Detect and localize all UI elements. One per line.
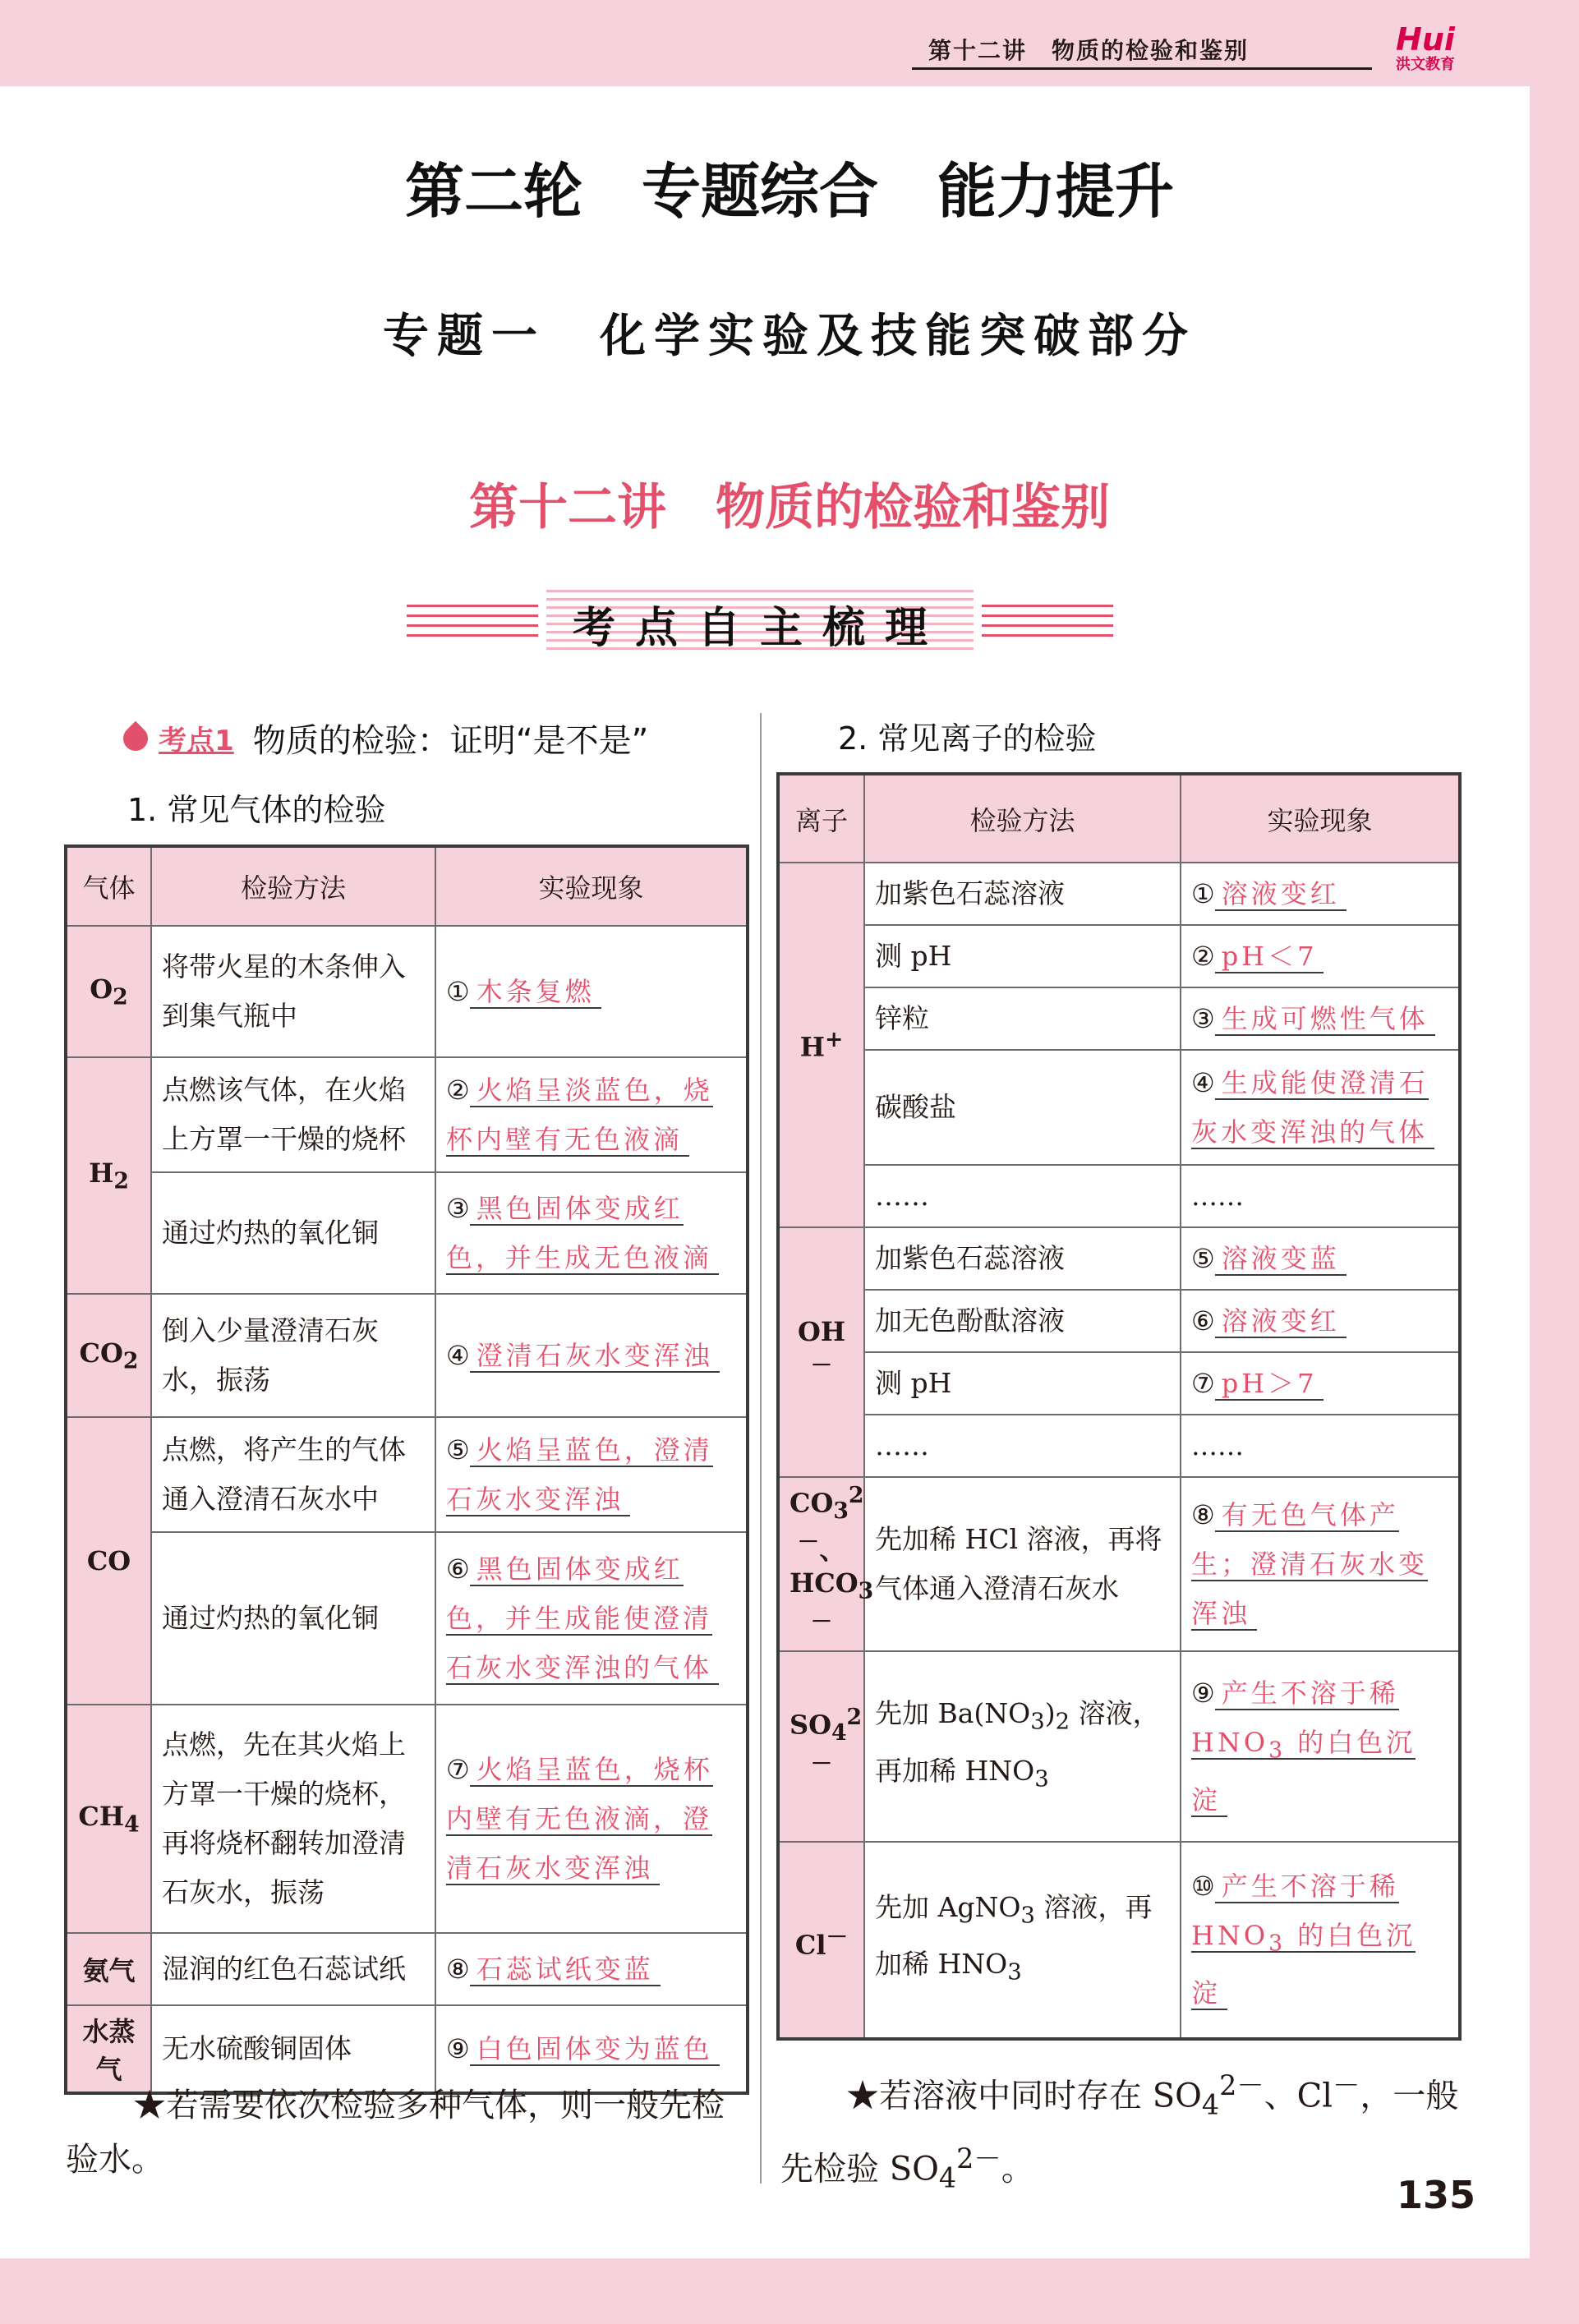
brand-name: 洪文教育 <box>1396 56 1455 73</box>
review-banner <box>407 590 1113 656</box>
gas-name-cell: $CO_2$ <box>66 1294 151 1417</box>
table-row <box>66 1172 748 1294</box>
column-divider <box>760 713 762 2184</box>
gas-name-cell: 氨气 <box>66 1933 151 2005</box>
brand-mark: Hui <box>1396 21 1455 58</box>
result-cell: ① 溶液变红 <box>1181 863 1460 925</box>
lecture-title: 第十二讲 物质的检验和鉴别 <box>469 479 1110 536</box>
column-header: 检验方法 <box>151 846 435 926</box>
method-cell: 点燃，先在其火焰上方罩一干燥的烧杯，再将烧杯翻转加澄清石灰水，振荡 <box>151 1705 435 1933</box>
table-row <box>778 1290 1460 1352</box>
result-cell: ③ 生成可燃性气体 <box>1181 987 1460 1050</box>
method-cell: 通过灼热的氧化铜 <box>151 1532 435 1705</box>
table-header-row <box>66 846 748 926</box>
table-row <box>778 1165 1460 1227</box>
page-border-top <box>0 0 1579 86</box>
result-cell: ④ 澄清石灰水变浑浊 <box>435 1294 748 1417</box>
kaodian-title: 物质的检验：证明“是不是” <box>252 722 649 760</box>
gas-name-cell: 水蒸气 <box>66 2005 151 2093</box>
running-header: 第十二讲 物质的检验和鉴别 <box>928 37 1250 64</box>
result-cell: ⑥ 溶液变红 <box>1181 1290 1460 1352</box>
table-row <box>778 1352 1460 1415</box>
result-cell: ⑤ 火焰呈蓝色，澄清石灰水变浑浊 <box>435 1417 748 1532</box>
method-cell: 先加 $Ba(NO_3)_2$ 溶液，再加稀 $HNO_3$ <box>864 1651 1181 1842</box>
method-cell: 点燃该气体，在火焰上方罩一干燥的烧杯 <box>151 1057 435 1172</box>
method-cell: 倒入少量澄清石灰水，振荡 <box>151 1294 435 1417</box>
table-row <box>66 1057 748 1172</box>
drop-icon <box>118 720 153 755</box>
method-cell: 湿润的红色石蕊试纸 <box>151 1933 435 2005</box>
result-cell: ③ 黑色固体变成红色，并生成无色液滴 <box>435 1172 748 1294</box>
method-cell: 测 pH <box>864 925 1181 987</box>
table-row <box>66 1705 748 1933</box>
column-header: 检验方法 <box>864 774 1181 863</box>
table-row <box>66 926 748 1057</box>
gas-note: ★若需要依次检验多种气体，则一般先检验水。 <box>66 2087 725 2179</box>
result-cell: ⑤ 溶液变蓝 <box>1181 1227 1460 1290</box>
table-row <box>778 1050 1460 1165</box>
table-row <box>778 1477 1460 1651</box>
method-cell: 先加 AgNO$_3$ 溶液，再加稀 $HNO_3$ <box>864 1842 1181 2039</box>
table-row <box>778 1227 1460 1290</box>
sub-title: 专题一 化学实验及技能突破部分 <box>383 309 1196 363</box>
method-cell: 加无色酚酞溶液 <box>864 1290 1181 1352</box>
result-cell: ⑦ pH＞7 <box>1181 1352 1460 1415</box>
ion-section-heading: 2. 常见离子的检验 <box>838 720 1097 757</box>
kaodian-heading <box>123 715 648 762</box>
column-header: 气体 <box>66 846 151 926</box>
result-cell: …… <box>1181 1415 1460 1477</box>
method-cell: 加紫色石蕊溶液 <box>864 1227 1181 1290</box>
table-row <box>778 925 1460 987</box>
header-rule <box>912 67 1372 70</box>
table-row <box>778 1651 1460 1842</box>
ion-name-cell: $SO_4^{2-}$ <box>778 1651 864 1842</box>
gas-name-cell: $H_2$ <box>66 1057 151 1294</box>
banner-stripes-right <box>982 605 1113 637</box>
method-cell: …… <box>864 1415 1181 1477</box>
ion-note: ★若溶液中同时存在 $SO_4^{2-}$、Cl－，一般先检验 $SO_4^{2-}$。 <box>780 2069 1459 2194</box>
result-cell: ① 木条复燃 <box>435 926 748 1057</box>
column-header: 实验现象 <box>435 846 748 926</box>
gas-section-heading: 1. 常见气体的检验 <box>127 792 386 828</box>
method-cell: 碳酸盐 <box>864 1050 1181 1165</box>
result-cell: ⑧ 有无色气体产生；澄清石灰水变浑浊 <box>1181 1477 1460 1651</box>
result-cell: ② pH＜7 <box>1181 925 1460 987</box>
column-header: 离子 <box>778 774 864 863</box>
method-cell: 测 pH <box>864 1352 1181 1415</box>
method-cell: …… <box>864 1165 1181 1227</box>
result-cell: ④ 生成能使澄清石灰水变浑浊的气体 <box>1181 1050 1460 1165</box>
table-header-row <box>778 774 1460 863</box>
brand-logo <box>1380 23 1471 81</box>
method-cell: 点燃，将产生的气体通入澄清石灰水中 <box>151 1417 435 1532</box>
result-cell: …… <box>1181 1165 1460 1227</box>
page-border-bottom <box>0 2258 1579 2324</box>
kaodian-badge: 考点1 <box>159 725 234 757</box>
gas-name-cell: CO <box>66 1417 151 1705</box>
table-row <box>778 987 1460 1050</box>
main-title: 第二轮 专题综合 能力提升 <box>404 157 1174 226</box>
method-cell: 先加稀 HCl 溶液，再将气体通入澄清石灰水 <box>864 1477 1181 1651</box>
gas-name-cell: $O_2$ <box>66 926 151 1057</box>
method-cell: 通过灼热的氧化铜 <box>151 1172 435 1294</box>
table-row <box>66 1417 748 1532</box>
table-row <box>778 1842 1460 2039</box>
gas-detection-table <box>64 844 749 2095</box>
result-cell: ② 火焰呈淡蓝色，烧杯内壁有无色液滴 <box>435 1057 748 1172</box>
table-row <box>778 863 1460 925</box>
ion-name-cell: OH－ <box>778 1227 864 1477</box>
method-cell: 加紫色石蕊溶液 <box>864 863 1181 925</box>
page-number: 135 <box>1397 2173 1476 2217</box>
result-cell: ⑧ 石蕊试纸变蓝 <box>435 1933 748 2005</box>
result-cell: ⑨ 产生不溶于稀 $HNO_3$ 的白色沉淀 <box>1181 1651 1460 1842</box>
result-cell: ⑩ 产生不溶于稀 $HNO_3$ 的白色沉淀 <box>1181 1842 1460 2039</box>
result-cell: ⑥ 黑色固体变成红色，并生成能使澄清石灰水变浑浊的气体 <box>435 1532 748 1705</box>
table-row <box>66 1532 748 1705</box>
gas-name-cell: $CH_4$ <box>66 1705 151 1933</box>
method-cell: 无水硫酸铜固体 <box>151 2005 435 2093</box>
result-cell: ⑨ 白色固体变为蓝色 <box>435 2005 748 2093</box>
ion-detection-table <box>776 772 1462 2041</box>
column-header: 实验现象 <box>1181 774 1460 863</box>
banner-text: 考点自主梳理 <box>572 604 947 653</box>
ion-name-cell: H+ <box>778 863 864 1227</box>
method-cell: 将带火星的木条伸入到集气瓶中 <box>151 926 435 1057</box>
table-row <box>66 1294 748 1417</box>
result-cell: ⑦ 火焰呈蓝色，烧杯内壁有无色液滴，澄清石灰水变浑浊 <box>435 1705 748 1933</box>
method-cell: 锌粒 <box>864 987 1181 1050</box>
ion-name-cell: $CO_3^{2-}$、 $HCO_3^-$ <box>778 1477 864 1651</box>
banner-stripes-left <box>407 605 538 637</box>
table-row <box>66 1933 748 2005</box>
table-row <box>778 1415 1460 1477</box>
ion-name-cell: Cl－ <box>778 1842 864 2039</box>
